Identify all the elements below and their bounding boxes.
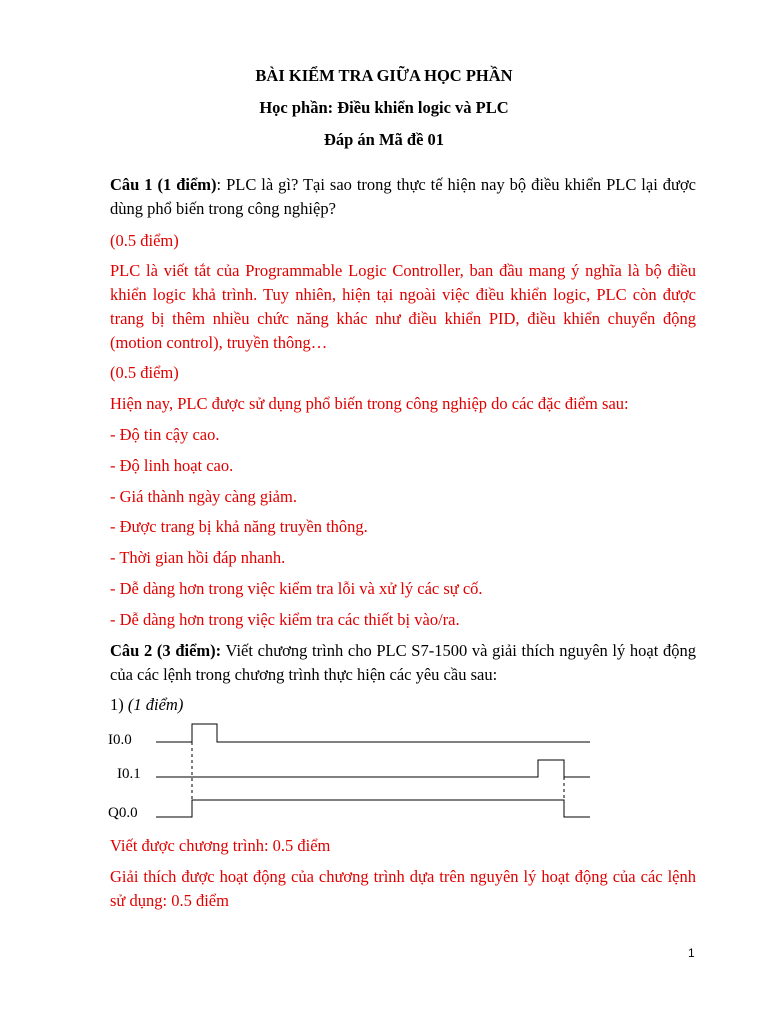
q2-item-score: (1 điểm) [127, 695, 184, 714]
signal-label-q00: Q0.0 [108, 805, 138, 821]
bullet-item: - Dễ dàng hơn trong việc kiểm tra lỗi và xử lý các sự cố. [110, 579, 483, 598]
bullet-item: - Độ tin cậy cao. [110, 425, 220, 444]
q2-grade-a: Viết được chương trình: 0.5 điểm [110, 836, 331, 855]
doc-exam-code: Đáp án Mã đề 01 [323, 130, 445, 149]
question-1-label: Câu 1 (1 điểm) [110, 175, 217, 194]
signal-label-i00: I0.0 [108, 732, 132, 748]
question-2-label: Câu 2 (3 điểm): [110, 641, 222, 660]
question-2 [110, 639, 696, 687]
q1-answer-a: PLC là viết tắt của Programmable Logic Controller, ban đầu mang ý nghĩa là bộ điều khiển logic khả trình. Tuy nhiên, hiện tại ngoài việc điều khiển logic, PLC còn được trang bị thêm nhiều chức năng khác như điều khiển PID, điều khiển chuyển động (motion control), truyền thông… [110, 261, 696, 352]
question-1 [110, 173, 696, 221]
q1-answer-b-intro: Hiện nay, PLC được sử dụng phổ biến trong công nghiệp do các đặc điểm sau: [110, 394, 629, 413]
q2-item-1 [110, 693, 696, 717]
bullet-item: - Được trang bị khả năng truyền thông. [110, 517, 368, 536]
signal-wave-i00 [156, 724, 590, 742]
q1-score-b: (0.5 điểm) [110, 363, 179, 382]
q2-item-number: 1) [110, 695, 124, 714]
page-number: 1 [688, 946, 695, 960]
question-1-text: : PLC là gì? Tại sao trong thực tế hiện nay bộ điều khiển PLC lại được dùng phổ biến trong công nghiệp? [110, 175, 696, 218]
bullet-item: - Giá thành ngày càng giảm. [110, 487, 297, 506]
signal-label-i01: I0.1 [117, 766, 141, 782]
signal-wave-i01 [156, 760, 590, 777]
bullet-item: - Thời gian hồi đáp nhanh. [110, 548, 286, 567]
doc-title: BÀI KIỂM TRA GIỮA HỌC PHẦN [255, 66, 513, 85]
q1-score-a: (0.5 điểm) [110, 231, 179, 250]
doc-subtitle: Học phần: Điều khiển logic và PLC [259, 98, 509, 117]
q2-grade-b: Giải thích được hoạt động của chương trình dựa trên nguyên lý hoạt động của các lệnh sử dụng: 0.5 điểm [110, 867, 696, 910]
bullet-item: - Độ linh hoạt cao. [110, 456, 234, 475]
question-2-text: Viết chương trình cho PLC S7-1500 và giải thích nguyên lý hoạt động của các lệnh trong chương trình thực hiện các yêu cầu sau: [110, 641, 697, 684]
signal-wave-q00 [156, 800, 590, 817]
timing-diagram [104, 718, 604, 828]
bullet-item: - Dễ dàng hơn trong việc kiểm tra các thiết bị vào/ra. [110, 610, 460, 629]
